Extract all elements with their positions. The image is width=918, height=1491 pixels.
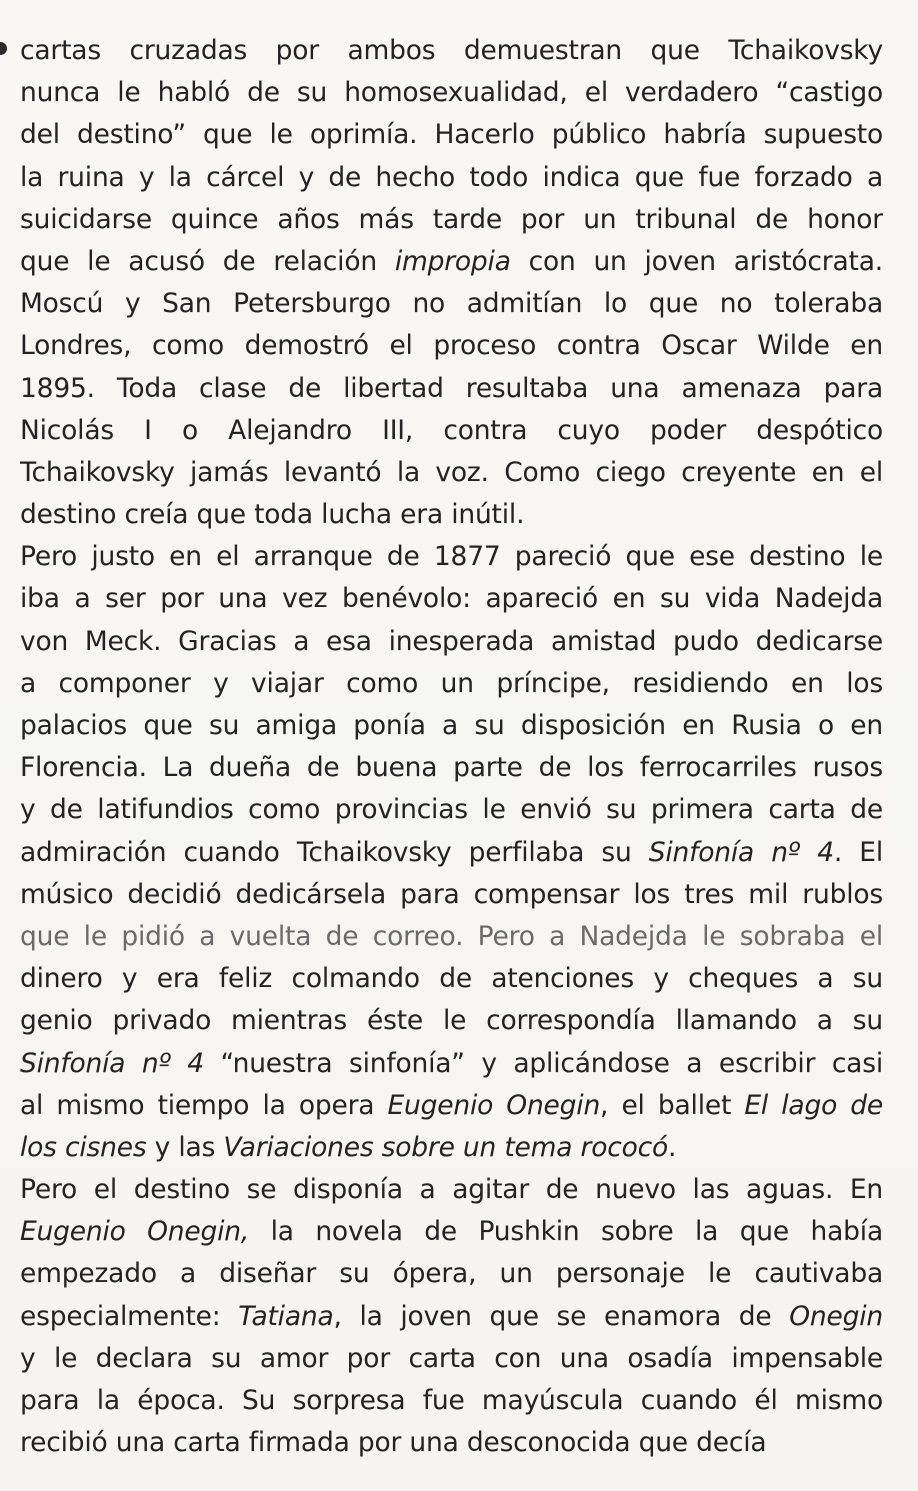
text-run: y las bbox=[146, 1131, 224, 1163]
text-line bbox=[20, 578, 883, 620]
italic-text: Tatiana bbox=[238, 1300, 334, 1332]
text-run: la novela de Pushkin sobre la que había bbox=[249, 1216, 883, 1248]
text-run: especialmente: bbox=[20, 1300, 239, 1332]
text-run: palacios que su amiga ponía a su disposición en Rusia o en bbox=[20, 710, 883, 741]
text-line bbox=[20, 1422, 883, 1464]
text-line bbox=[20, 368, 883, 410]
text-line bbox=[20, 621, 883, 663]
text-line bbox=[20, 241, 883, 283]
text-line bbox=[20, 494, 883, 536]
text-run: recibió una carta firmada por una desconocida que decía bbox=[20, 1427, 767, 1459]
text-run: Londres, como demostró el proceso contra Oscar Wilde en bbox=[20, 330, 883, 362]
text-run: , la joven que se enamora de bbox=[333, 1300, 790, 1332]
text-run: y le declara su amor por carta con una osadía impensable bbox=[20, 1342, 883, 1374]
text-run: suicidarse quince años más tarde por un tribunal de honor bbox=[20, 203, 883, 235]
paragraph bbox=[20, 30, 883, 536]
text-run: para la época. Su sorpresa fue mayúscula cuando él mismo bbox=[20, 1385, 883, 1416]
text-line bbox=[20, 874, 883, 916]
text-run: von Meck. Gracias a esa inesperada amistad pudo dedicarse bbox=[20, 625, 883, 657]
text-line bbox=[20, 1000, 883, 1042]
text-run: . bbox=[668, 1131, 677, 1163]
text-run: Pero el destino se disponía a agitar de nuevo las aguas. En bbox=[20, 1174, 883, 1206]
body-text bbox=[20, 30, 883, 1464]
text-run: la ruina y la cárcel y de hecho todo indica que fue forzado a bbox=[20, 161, 883, 193]
italic-text: Eugenio Onegin, bbox=[20, 1216, 250, 1248]
text-run: , el ballet bbox=[600, 1089, 745, 1121]
italic-text: los cisnes bbox=[20, 1131, 147, 1163]
text-run: nunca le habló de su homosexualidad, el verdadero “castigo bbox=[20, 77, 883, 109]
text-line bbox=[20, 114, 883, 156]
text-run: músico decidió dedicársela para compensar los tres mil rublos bbox=[20, 878, 883, 910]
text-run: iba a ser por una vez benévolo: apareció en su vida Nadejda bbox=[20, 583, 883, 615]
text-run: . El bbox=[833, 836, 883, 868]
text-line bbox=[20, 747, 883, 789]
text-line bbox=[20, 410, 883, 452]
text-line bbox=[20, 1211, 883, 1253]
italic-text: impropia bbox=[394, 245, 511, 277]
text-run: y de latifundios como provincias le envió su primera carta de bbox=[20, 794, 883, 826]
text-line bbox=[20, 1085, 883, 1127]
text-run: del destino” que le oprimía. Hacerlo público habría supuesto bbox=[20, 119, 883, 151]
text-line bbox=[20, 1253, 883, 1295]
text-run: admiración cuando Tchaikovsky perfilaba su bbox=[20, 836, 649, 868]
text-line bbox=[20, 1296, 883, 1338]
text-run: Moscú y San Petersburgo no admitían lo que no toleraba bbox=[20, 288, 883, 320]
italic-text: Onegin bbox=[789, 1300, 883, 1332]
text-run: 1895. Toda clase de libertad resultaba una amenaza para bbox=[20, 372, 883, 404]
text-line bbox=[20, 283, 883, 325]
text-run: “nuestra sinfonía” y aplicándose a escribir casi bbox=[203, 1047, 883, 1079]
text-run: que le pidió a vuelta de correo. Pero a Nadejda le sobraba el bbox=[20, 920, 883, 952]
text-line bbox=[20, 789, 883, 831]
text-line bbox=[20, 30, 883, 72]
text-run: con un joven aristócrata. bbox=[510, 245, 883, 277]
margin-dot bbox=[0, 42, 7, 55]
italic-text: Sinfonía nº 4 bbox=[20, 1047, 204, 1079]
italic-text: Variaciones sobre un tema rococó bbox=[223, 1131, 668, 1163]
text-line bbox=[20, 663, 883, 705]
paragraph bbox=[20, 1169, 883, 1464]
text-line bbox=[20, 325, 883, 367]
italic-text: El lago de bbox=[744, 1089, 883, 1121]
text-line bbox=[20, 1127, 883, 1169]
text-line bbox=[20, 157, 883, 199]
text-run: cartas cruzadas por ambos demuestran que Tchaikovsky bbox=[20, 35, 883, 66]
paragraph bbox=[20, 536, 883, 1169]
text-line bbox=[20, 832, 883, 874]
text-run: destino creía que toda lucha era inútil. bbox=[20, 499, 525, 531]
text-run: empezado a diseñar su ópera, un personaje le cautivaba bbox=[20, 1258, 883, 1290]
text-run: Pero justo en el arranque de 1877 pareció que ese destino le bbox=[20, 541, 883, 573]
text-line bbox=[20, 958, 883, 1000]
text-run: al mismo tiempo la opera bbox=[20, 1089, 388, 1121]
text-line bbox=[20, 1380, 883, 1422]
text-run: Florencia. La dueña de buena parte de los ferrocarriles rusos bbox=[20, 752, 883, 784]
text-line bbox=[20, 1043, 883, 1085]
text-run: que le acusó de relación bbox=[20, 245, 395, 277]
text-line bbox=[20, 199, 883, 241]
text-run: Nicolás I o Alejandro III, contra cuyo poder despótico bbox=[20, 414, 883, 446]
italic-text: Eugenio Onegin bbox=[387, 1089, 601, 1121]
text-run: Tchaikovsky jamás levantó la voz. Como ciego creyente en el bbox=[20, 456, 883, 488]
text-line bbox=[20, 916, 883, 958]
text-run: dinero y era feliz colmando de atenciones y cheques a su bbox=[20, 963, 883, 995]
text-line bbox=[20, 72, 883, 114]
italic-text: Sinfonía nº 4 bbox=[648, 836, 834, 868]
text-line bbox=[20, 1169, 883, 1211]
text-run: a componer y viajar como un príncipe, residiendo en los bbox=[20, 667, 883, 699]
text-line bbox=[20, 536, 883, 578]
text-line bbox=[20, 452, 883, 494]
text-line bbox=[20, 705, 883, 747]
text-line bbox=[20, 1338, 883, 1380]
text-run: genio privado mientras éste le correspondía llamando a su bbox=[20, 1005, 883, 1037]
